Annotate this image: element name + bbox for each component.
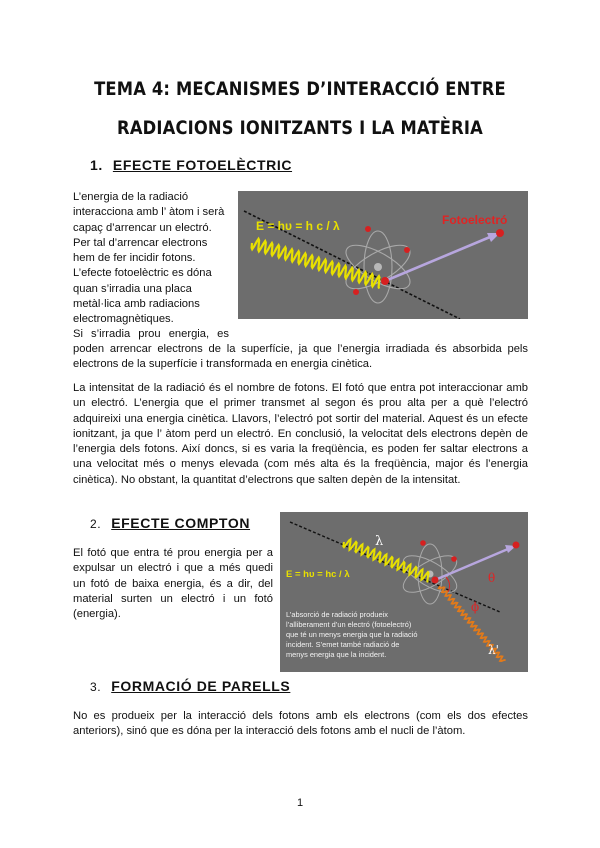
- photoelectron-label: Fotoelectró: [442, 213, 508, 227]
- section-2-heading: [90, 515, 250, 531]
- electron: [420, 540, 426, 546]
- text-line: expulsar un electró i que a més quedi: [73, 562, 273, 575]
- page-title-line-2: RADIACIONS IONITZANTS I LA MATÈRIA: [117, 117, 483, 139]
- photoelectron: [496, 229, 504, 237]
- text-line: capaç d’arrencar un electró.: [73, 221, 212, 234]
- section-1-paragraph-2: [73, 381, 528, 488]
- compton-diagram: [280, 512, 528, 672]
- section-1-side-text: [73, 190, 229, 328]
- svg-text:l’alliberament d’un electró (f: l’alliberament d’un electró (fotoelectró): [286, 620, 412, 629]
- section-1-heading: [90, 157, 292, 173]
- photoelectron: [513, 542, 520, 549]
- text-line: una velocitat més o menys elevada (com més alta és la freqüència, major és l’energia: [73, 458, 528, 471]
- section-3-text: [73, 709, 528, 740]
- theta-label: θ: [488, 571, 496, 585]
- photoelectron-arrow: [385, 237, 490, 281]
- text-line: (energia).: [73, 608, 121, 621]
- formula-label: E = hυ = h c / λ: [256, 219, 340, 233]
- text-line: un electró. L’energia que el primer transmet al segon és prou alta per a què l’electró: [73, 397, 528, 410]
- svg-text:menys energia que la incident.: menys energia que la incident.: [286, 650, 387, 659]
- page-number: 1: [296, 797, 304, 809]
- lambda-label: λ: [375, 534, 384, 549]
- photon-wave: [343, 539, 428, 582]
- text-line: No es produeix per la interacció dels fotons amb els electrons (com els dos efectes: [73, 710, 528, 722]
- photoelectric-diagram: [238, 191, 528, 319]
- section-2-number: 2.: [90, 517, 102, 531]
- text-line: quan s’irradia una placa: [73, 282, 192, 295]
- figure-caption: [286, 610, 417, 659]
- text-line: El fotó que entra té prou energia per a: [73, 547, 273, 559]
- nucleus: [374, 263, 382, 271]
- text-line: Si s’irradia prou energia, es: [73, 328, 229, 340]
- phi-label: ϕ: [471, 600, 480, 614]
- text-line: l’energia dels fotons. Així doncs, si es varia la freqüència, es poden fer saltar electrons a: [73, 443, 528, 456]
- section-3-title: FORMACIÓ DE PARELLS: [111, 678, 291, 694]
- svg-text:incident. S’emet també radiaci: incident. S’emet també radiació de: [286, 640, 400, 649]
- text-line: electrons de la superfície i transformada en energia cinètica.: [73, 358, 373, 371]
- section-2-side-text: [73, 546, 273, 622]
- text-line: anteriors), sinó que es dóna per la interacció dels fotons amb el nucli de l’àtom.: [73, 725, 466, 738]
- section-3-heading: [90, 678, 290, 694]
- section-1-title: EFECTE FOTOELÈCTRIC: [112, 157, 293, 173]
- text-line: La intensitat de la radiació és el nombre de fotons. El fotó que entra pot interaccionar amb: [73, 382, 528, 394]
- electron: [365, 226, 371, 232]
- section-2-title: EFECTE COMPTON: [111, 515, 251, 531]
- text-line: ionitzant, ja que l’ àtom perd un electró. En conclusió, la velocitat dels electrons depèn de: [73, 427, 528, 440]
- lambda-prime-label: λ': [488, 643, 499, 657]
- text-line: L’efecte fotoelèctric es dóna: [73, 267, 212, 280]
- text-line: hem de fer incidir fotons.: [73, 252, 196, 265]
- electron: [353, 289, 359, 295]
- svg-text:que té un menys energia que la: que té un menys energia que la radiació: [286, 630, 418, 639]
- text-line: material surten un electró i un fotó: [73, 592, 273, 605]
- text-line: poden arrencar electrons de la superfície, ja que l’energia irradiada és absorbida pels: [73, 343, 528, 355]
- text-line: Per tal d’arrencar electrons: [73, 236, 208, 249]
- electron: [432, 577, 439, 584]
- text-line: electromagnètiques.: [73, 313, 174, 326]
- section-1-number: 1.: [90, 157, 103, 173]
- section-3-number: 3.: [90, 680, 102, 694]
- photoelectric-figure: [238, 191, 528, 319]
- electron: [451, 556, 457, 562]
- text-line: interacciona amb l’ àtom i serà: [73, 206, 225, 219]
- formula-label: E = hυ = hc / λ: [286, 569, 350, 580]
- svg-text:L’absorció de radiació produei: L’absorció de radiació produeix: [286, 610, 388, 619]
- text-line: un fotó de baixa energia, és a dir, del: [73, 577, 273, 590]
- electron: [381, 277, 389, 285]
- page-title-line-1: TEMA 4: MECANISMES D’INTERACCIÓ ENTRE: [94, 78, 506, 100]
- text-line: cinètica). No obstant, la quantitat d’electrons que salten depèn de la intensitat.: [73, 473, 461, 486]
- compton-figure: [280, 512, 528, 672]
- text-line: metàl·lica amb radiacions: [73, 298, 200, 311]
- section-1-wide-text: [73, 342, 528, 373]
- photon-wave: [252, 239, 380, 289]
- text-line: adquireixi una energia cinètica. Llavors, l’electró pot sortir del material. Aquest és un efecte: [73, 412, 528, 425]
- electron: [404, 247, 410, 253]
- photoelectron-arrow: [435, 549, 508, 580]
- text-line: L’energia de la radiació: [73, 191, 189, 203]
